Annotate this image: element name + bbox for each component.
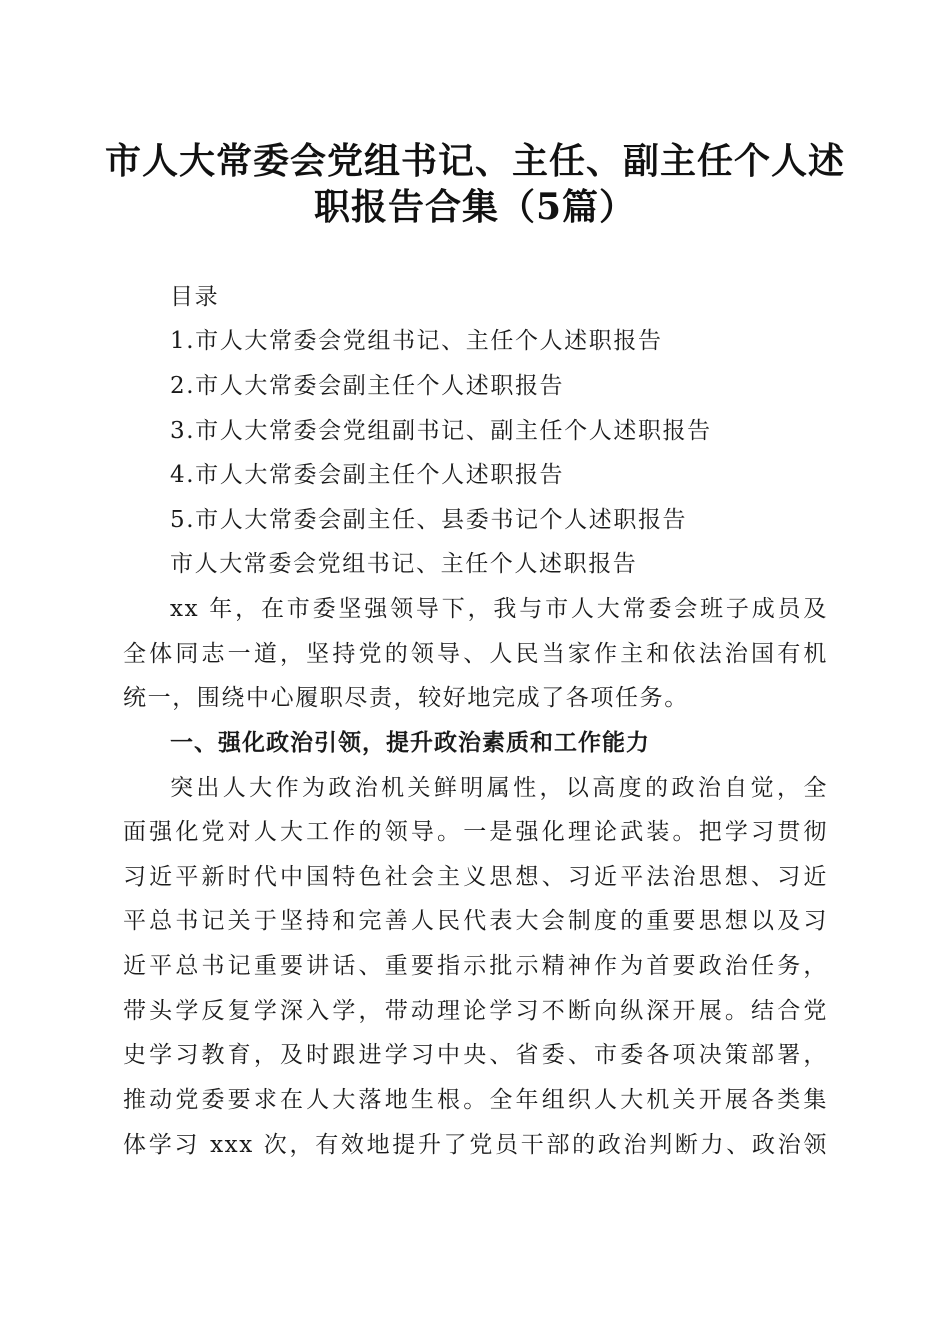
- paragraph-line: 近平总书记重要讲话、重要指示批示精神作为首要政治任务，: [123, 953, 828, 979]
- paragraph-line: 面强化党对人大工作的领导。一是强化理论武装。把学习贯彻: [123, 819, 828, 845]
- toc-item: 2.市人大常委会副主任个人述职报告: [170, 373, 565, 399]
- paragraph-line: 统一，围绕中心履职尽责，较好地完成了各项任务。: [123, 685, 689, 711]
- document-title-line-1: 市人大常委会党组书记、主任、副主任个人述: [104, 140, 845, 182]
- paragraph-line: 突出人大作为政治机关鲜明属性，以高度的政治自觉，全: [170, 775, 828, 801]
- paragraph-line: 推动党委要求在人大落地生根。全年组织人大机关开展各类集: [123, 1087, 828, 1113]
- paragraph-line: 平总书记关于坚持和完善人民代表大会制度的重要思想以及习: [123, 908, 828, 934]
- toc-label: 目录: [170, 284, 220, 310]
- paragraph-line: 带头学反复学深入学，带动理论学习不断向纵深开展。结合党: [123, 998, 828, 1024]
- paragraph-line: 习近平新时代中国特色社会主义思想、习近平法治思想、习近: [123, 864, 828, 890]
- document-title-line-2: 职报告合集（5篇）: [313, 186, 637, 228]
- toc-item: 5.市人大常委会副主任、县委书记个人述职报告: [170, 507, 688, 533]
- report-title: 市人大常委会党组书记、主任个人述职报告: [170, 551, 638, 577]
- paragraph-line: 史学习教育，及时跟进学习中央、省委、市委各项决策部署，: [123, 1042, 828, 1068]
- toc-item: 3.市人大常委会党组副书记、副主任个人述职报告: [170, 418, 712, 444]
- toc-item: 4.市人大常委会副主任个人述职报告: [170, 462, 565, 488]
- paragraph-line: 体学习 xxx 次，有效地提升了党员干部的政治判断力、政治领: [123, 1132, 828, 1158]
- toc-item: 1.市人大常委会党组书记、主任个人述职报告: [170, 328, 663, 354]
- paragraph-line: 全体同志一道，坚持党的领导、人民当家作主和依法治国有机: [123, 641, 828, 667]
- section-heading: 一、强化政治引领，提升政治素质和工作能力: [170, 730, 650, 756]
- paragraph-line: xx 年，在市委坚强领导下，我与市人大常委会班子成员及: [170, 596, 828, 622]
